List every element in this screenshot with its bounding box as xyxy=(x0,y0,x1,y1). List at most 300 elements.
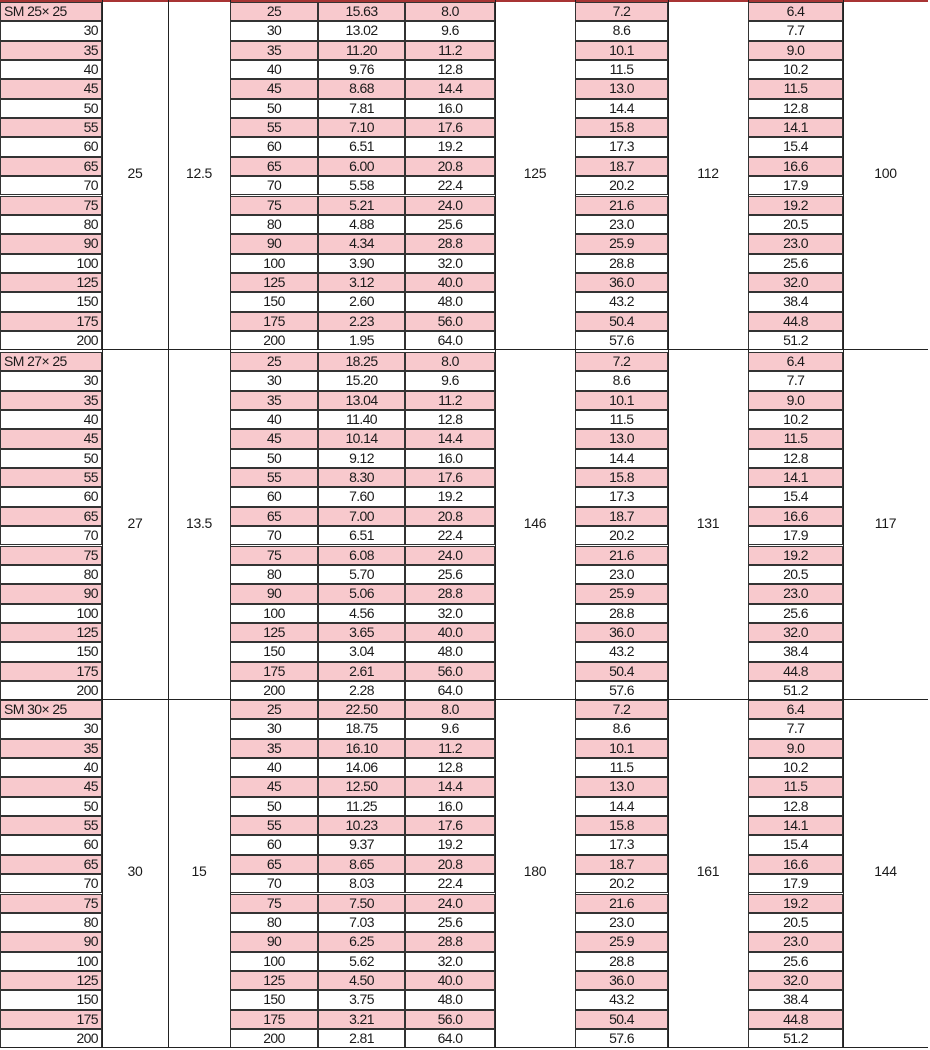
table-cell: 125 xyxy=(230,971,318,990)
table-cell: 28.8 xyxy=(405,584,495,603)
table-cell: 23.0 xyxy=(575,565,668,584)
block-col3: 13.5 xyxy=(185,514,213,531)
row-label: 65 xyxy=(0,507,102,526)
table-cell: 44.8 xyxy=(748,662,843,681)
table-cell: 35 xyxy=(230,41,318,60)
table-cell: 8.03 xyxy=(318,874,405,893)
table-row xyxy=(0,835,930,854)
table-cell: 9.0 xyxy=(748,41,843,60)
table-cell: 200 xyxy=(230,331,318,350)
table-cell: 23.0 xyxy=(748,234,843,253)
table-cell: 80 xyxy=(230,913,318,932)
table-cell: 64.0 xyxy=(405,681,495,700)
table-cell: 70 xyxy=(230,874,318,893)
table-row xyxy=(0,758,930,777)
table-cell: 48.0 xyxy=(405,642,495,661)
table-cell: 12.8 xyxy=(405,758,495,777)
table-cell: 1.95 xyxy=(318,331,405,350)
table-cell: 5.62 xyxy=(318,952,405,971)
table-cell: 11.2 xyxy=(405,739,495,758)
row-label: 75 xyxy=(0,196,102,215)
table-cell: 7.50 xyxy=(318,894,405,913)
row-label: 80 xyxy=(0,913,102,932)
table-cell: 12.8 xyxy=(748,797,843,816)
table-row xyxy=(0,913,930,932)
table-cell: 16.6 xyxy=(748,855,843,874)
block-col2: 27 xyxy=(127,514,143,531)
table-row xyxy=(0,1029,930,1048)
table-cell: 90 xyxy=(230,584,318,603)
table-cell: 57.6 xyxy=(575,331,668,350)
table-cell: 9.0 xyxy=(748,739,843,758)
table-cell: 12.8 xyxy=(405,60,495,79)
table-cell: 18.7 xyxy=(575,157,668,176)
table-cell: 6.25 xyxy=(318,932,405,951)
table-cell: 20.5 xyxy=(748,913,843,932)
table-cell: 25.6 xyxy=(405,215,495,234)
table-cell: 14.4 xyxy=(575,797,668,816)
table-cell: 14.4 xyxy=(405,429,495,448)
row-label: 50 xyxy=(0,99,102,118)
table-cell: 35 xyxy=(230,739,318,758)
table-cell: 2.61 xyxy=(318,662,405,681)
table-cell: 3.12 xyxy=(318,273,405,292)
row-label: 90 xyxy=(0,584,102,603)
table-cell: 17.9 xyxy=(748,526,843,545)
table-cell: 8.0 xyxy=(405,2,495,21)
table-cell: 175 xyxy=(230,662,318,681)
table-cell: 9.12 xyxy=(318,449,405,468)
table-cell: 25 xyxy=(230,352,318,371)
row-label: 45 xyxy=(0,777,102,796)
table-cell: 25.9 xyxy=(575,234,668,253)
table-cell: 40.0 xyxy=(405,971,495,990)
table-cell: 30 xyxy=(230,371,318,390)
table-cell: 3.21 xyxy=(318,1010,405,1029)
table-row xyxy=(0,662,930,681)
block-col9: 161 xyxy=(696,862,720,879)
table-cell: 23.0 xyxy=(575,913,668,932)
row-label: 50 xyxy=(0,449,102,468)
row-label: 45 xyxy=(0,429,102,448)
table-cell: 4.56 xyxy=(318,604,405,623)
table-cell: 13.02 xyxy=(318,21,405,40)
table-row xyxy=(0,234,930,253)
table-cell: 100 xyxy=(230,952,318,971)
table-cell: 32.0 xyxy=(748,623,843,642)
table-cell: 36.0 xyxy=(575,273,668,292)
block-col7: 180 xyxy=(523,862,547,879)
row-label: 150 xyxy=(0,292,102,311)
table-cell: 18.7 xyxy=(575,507,668,526)
row-label: 75 xyxy=(0,894,102,913)
row-label: 75 xyxy=(0,546,102,565)
table-cell: 10.14 xyxy=(318,429,405,448)
table-cell: 2.28 xyxy=(318,681,405,700)
table-cell: 7.10 xyxy=(318,118,405,137)
table-cell: 50.4 xyxy=(575,1010,668,1029)
table-cell: 13.0 xyxy=(575,777,668,796)
table-cell: 20.8 xyxy=(405,507,495,526)
block-col11: 117 xyxy=(874,514,897,531)
table-cell: 200 xyxy=(230,1029,318,1048)
block-col7: 125 xyxy=(523,164,547,181)
table-cell: 14.1 xyxy=(748,468,843,487)
table-cell: 38.4 xyxy=(748,642,843,661)
table-cell: 25.6 xyxy=(405,913,495,932)
table-cell: 17.3 xyxy=(575,487,668,506)
table-cell: 20.5 xyxy=(748,215,843,234)
table-row xyxy=(0,623,930,642)
table-cell: 35 xyxy=(230,391,318,410)
table-cell: 5.70 xyxy=(318,565,405,584)
table-cell: 16.6 xyxy=(748,507,843,526)
table-cell: 65 xyxy=(230,855,318,874)
row-label: 35 xyxy=(0,739,102,758)
table-cell: 3.75 xyxy=(318,990,405,1009)
table-row xyxy=(0,60,930,79)
table-cell: 11.5 xyxy=(748,79,843,98)
table-cell: 100 xyxy=(230,604,318,623)
table-cell: 19.2 xyxy=(405,487,495,506)
table-cell: 28.8 xyxy=(405,932,495,951)
table-cell: 30 xyxy=(230,21,318,40)
table-cell: 12.8 xyxy=(748,99,843,118)
table-cell: 55 xyxy=(230,118,318,137)
table-cell: 21.6 xyxy=(575,546,668,565)
row-label: 65 xyxy=(0,855,102,874)
table-cell: 7.2 xyxy=(575,2,668,21)
row-label: 175 xyxy=(0,312,102,331)
table-cell: 11.5 xyxy=(748,429,843,448)
row-label: 45 xyxy=(0,79,102,98)
table-cell: 56.0 xyxy=(405,312,495,331)
table-cell: 60 xyxy=(230,487,318,506)
table-cell: 4.50 xyxy=(318,971,405,990)
table-cell: 11.2 xyxy=(405,41,495,60)
table-cell: 17.6 xyxy=(405,468,495,487)
table-cell: 19.2 xyxy=(405,835,495,854)
row-label: 50 xyxy=(0,797,102,816)
table-cell: 36.0 xyxy=(575,623,668,642)
table-cell: 70 xyxy=(230,176,318,195)
table-cell: 6.4 xyxy=(748,2,843,21)
table-cell: 36.0 xyxy=(575,971,668,990)
table-block xyxy=(0,698,930,1047)
row-label: 55 xyxy=(0,118,102,137)
table-row xyxy=(0,118,930,137)
table-row xyxy=(0,816,930,835)
table-cell: 9.6 xyxy=(405,371,495,390)
table-cell: 11.5 xyxy=(575,758,668,777)
table-cell: 44.8 xyxy=(748,1010,843,1029)
table-cell: 14.1 xyxy=(748,118,843,137)
table-cell: 64.0 xyxy=(405,331,495,350)
table-row xyxy=(0,41,930,60)
table-row xyxy=(0,137,930,156)
table-row xyxy=(0,584,930,603)
table-cell: 150 xyxy=(230,990,318,1009)
table-cell: 21.6 xyxy=(575,196,668,215)
table-row xyxy=(0,604,930,623)
table-cell: 20.2 xyxy=(575,874,668,893)
table-cell: 7.00 xyxy=(318,507,405,526)
table-cell: 51.2 xyxy=(748,1029,843,1048)
table-cell: 57.6 xyxy=(575,681,668,700)
table-cell: 24.0 xyxy=(405,894,495,913)
block-col9: 112 xyxy=(697,164,719,181)
table-cell: 60 xyxy=(230,835,318,854)
table-cell: 75 xyxy=(230,196,318,215)
table-cell: 11.5 xyxy=(575,410,668,429)
table-cell: 44.8 xyxy=(748,312,843,331)
row-label: 55 xyxy=(0,816,102,835)
table-cell: 3.65 xyxy=(318,623,405,642)
series-label: SM 27× 25 xyxy=(0,352,102,371)
table-row xyxy=(0,990,930,1009)
table-cell: 16.0 xyxy=(405,99,495,118)
table-cell: 14.4 xyxy=(405,777,495,796)
table-cell: 8.65 xyxy=(318,855,405,874)
table-cell: 5.58 xyxy=(318,176,405,195)
table-cell: 4.88 xyxy=(318,215,405,234)
table-cell: 6.51 xyxy=(318,526,405,545)
table-cell: 11.40 xyxy=(318,410,405,429)
table-cell: 19.2 xyxy=(748,546,843,565)
table-row xyxy=(0,546,930,565)
table-cell: 40 xyxy=(230,758,318,777)
table-cell: 20.5 xyxy=(748,565,843,584)
table-cell: 28.8 xyxy=(575,952,668,971)
block-col11: 100 xyxy=(874,164,897,181)
table-cell: 6.08 xyxy=(318,546,405,565)
table-cell: 48.0 xyxy=(405,292,495,311)
table-cell: 5.21 xyxy=(318,196,405,215)
table-row xyxy=(0,2,930,21)
row-label: 200 xyxy=(0,681,102,700)
table-cell: 6.00 xyxy=(318,157,405,176)
block-col11: 144 xyxy=(874,862,897,879)
row-label: 35 xyxy=(0,391,102,410)
table-cell: 2.60 xyxy=(318,292,405,311)
row-label: 60 xyxy=(0,835,102,854)
table-cell: 4.34 xyxy=(318,234,405,253)
table-cell: 18.7 xyxy=(575,855,668,874)
table-cell: 25.6 xyxy=(748,604,843,623)
table-cell: 56.0 xyxy=(405,1010,495,1029)
table-cell: 19.2 xyxy=(405,137,495,156)
table-cell: 3.04 xyxy=(318,642,405,661)
table-row xyxy=(0,719,930,738)
table-cell: 8.68 xyxy=(318,79,405,98)
table-row xyxy=(0,952,930,971)
block-col3: 12.5 xyxy=(185,164,213,181)
table-cell: 38.4 xyxy=(748,990,843,1009)
table-cell: 45 xyxy=(230,777,318,796)
row-label: 70 xyxy=(0,176,102,195)
table-cell: 6.4 xyxy=(748,700,843,719)
table-cell: 9.0 xyxy=(748,391,843,410)
table-row xyxy=(0,391,930,410)
table-cell: 22.4 xyxy=(405,526,495,545)
table-cell: 32.0 xyxy=(748,273,843,292)
table-cell: 15.4 xyxy=(748,137,843,156)
row-label: 100 xyxy=(0,604,102,623)
row-label: 30 xyxy=(0,21,102,40)
table-cell: 9.37 xyxy=(318,835,405,854)
table-row xyxy=(0,331,930,350)
table-cell: 50.4 xyxy=(575,662,668,681)
table-cell: 175 xyxy=(230,1010,318,1029)
table-cell: 11.25 xyxy=(318,797,405,816)
table-cell: 15.20 xyxy=(318,371,405,390)
block-col3: 15 xyxy=(191,862,207,879)
table-block xyxy=(0,350,930,699)
table-cell: 57.6 xyxy=(575,1029,668,1048)
table-cell: 40 xyxy=(230,60,318,79)
table-cell: 15.4 xyxy=(748,835,843,854)
table-cell: 32.0 xyxy=(405,952,495,971)
table-cell: 10.2 xyxy=(748,758,843,777)
table-cell: 10.2 xyxy=(748,60,843,79)
row-label: 150 xyxy=(0,990,102,1009)
table-cell: 50 xyxy=(230,797,318,816)
table-cell: 2.23 xyxy=(318,312,405,331)
table-cell: 25.9 xyxy=(575,932,668,951)
table-cell: 23.0 xyxy=(748,584,843,603)
table-cell: 40.0 xyxy=(405,273,495,292)
table-cell: 3.90 xyxy=(318,254,405,273)
table-row xyxy=(0,565,930,584)
row-label: 125 xyxy=(0,273,102,292)
row-label: 175 xyxy=(0,1010,102,1029)
table-cell: 43.2 xyxy=(575,292,668,311)
row-label: 100 xyxy=(0,952,102,971)
table-cell: 24.0 xyxy=(405,546,495,565)
table-block xyxy=(0,0,930,349)
table-cell: 7.81 xyxy=(318,99,405,118)
block-col7: 146 xyxy=(523,514,547,531)
table-cell: 40.0 xyxy=(405,623,495,642)
table-row xyxy=(0,312,930,331)
table-cell: 10.2 xyxy=(748,410,843,429)
table-cell: 65 xyxy=(230,157,318,176)
table-cell: 55 xyxy=(230,468,318,487)
table-cell: 20.8 xyxy=(405,855,495,874)
table-cell: 13.04 xyxy=(318,391,405,410)
table-cell: 65 xyxy=(230,507,318,526)
table-cell: 43.2 xyxy=(575,990,668,1009)
block-col2: 30 xyxy=(127,862,143,879)
row-label: 60 xyxy=(0,487,102,506)
table-cell: 21.6 xyxy=(575,894,668,913)
row-label: 40 xyxy=(0,758,102,777)
table-cell: 9.76 xyxy=(318,60,405,79)
table-cell: 80 xyxy=(230,215,318,234)
table-cell: 12.8 xyxy=(405,410,495,429)
row-label: 80 xyxy=(0,565,102,584)
table-cell: 8.0 xyxy=(405,700,495,719)
table-cell: 7.7 xyxy=(748,719,843,738)
table-row xyxy=(0,410,930,429)
table-cell: 19.2 xyxy=(748,894,843,913)
table-row xyxy=(0,352,930,371)
table-cell: 18.25 xyxy=(318,352,405,371)
table-cell: 45 xyxy=(230,429,318,448)
table-cell: 40 xyxy=(230,410,318,429)
table-cell: 60 xyxy=(230,137,318,156)
table-cell: 20.8 xyxy=(405,157,495,176)
table-cell: 50.4 xyxy=(575,312,668,331)
table-row xyxy=(0,371,930,390)
table-cell: 80 xyxy=(230,565,318,584)
table-cell: 32.0 xyxy=(748,971,843,990)
table-cell: 90 xyxy=(230,234,318,253)
row-label: 65 xyxy=(0,157,102,176)
table-cell: 125 xyxy=(230,623,318,642)
table-row xyxy=(0,739,930,758)
table-cell: 16.10 xyxy=(318,739,405,758)
table-row xyxy=(0,468,930,487)
table-cell: 20.2 xyxy=(575,526,668,545)
table-cell: 51.2 xyxy=(748,331,843,350)
table-cell: 14.4 xyxy=(575,99,668,118)
table-cell: 150 xyxy=(230,292,318,311)
table-cell: 45 xyxy=(230,79,318,98)
row-label: 30 xyxy=(0,371,102,390)
row-label: 125 xyxy=(0,623,102,642)
table-cell: 75 xyxy=(230,546,318,565)
table-cell: 22.4 xyxy=(405,176,495,195)
table-cell: 7.2 xyxy=(575,700,668,719)
table-cell: 25 xyxy=(230,2,318,21)
table-cell: 2.81 xyxy=(318,1029,405,1048)
table-cell: 6.51 xyxy=(318,137,405,156)
row-label: 55 xyxy=(0,468,102,487)
table-cell: 16.0 xyxy=(405,449,495,468)
table-cell: 8.0 xyxy=(405,352,495,371)
table-cell: 7.7 xyxy=(748,21,843,40)
table-cell: 8.6 xyxy=(575,21,668,40)
row-label: 150 xyxy=(0,642,102,661)
table-cell: 175 xyxy=(230,312,318,331)
table-cell: 16.0 xyxy=(405,797,495,816)
table-row xyxy=(0,797,930,816)
table-row xyxy=(0,894,930,913)
table-cell: 14.4 xyxy=(575,449,668,468)
table-cell: 16.6 xyxy=(748,157,843,176)
table-row xyxy=(0,292,930,311)
table-cell: 90 xyxy=(230,932,318,951)
table-row xyxy=(0,932,930,951)
table-cell: 30 xyxy=(230,719,318,738)
table-cell: 32.0 xyxy=(405,254,495,273)
table-cell: 7.60 xyxy=(318,487,405,506)
table-cell: 200 xyxy=(230,681,318,700)
series-label: SM 25× 25 xyxy=(0,2,102,21)
table-cell: 17.3 xyxy=(575,137,668,156)
table-cell: 7.03 xyxy=(318,913,405,932)
table-cell: 25.6 xyxy=(405,565,495,584)
table-cell: 7.2 xyxy=(575,352,668,371)
table-cell: 23.0 xyxy=(575,215,668,234)
block-col9: 131 xyxy=(696,514,720,531)
table-cell: 5.06 xyxy=(318,584,405,603)
table-cell: 12.8 xyxy=(748,449,843,468)
table-cell: 55 xyxy=(230,816,318,835)
table-cell: 12.50 xyxy=(318,777,405,796)
table-cell: 50 xyxy=(230,99,318,118)
